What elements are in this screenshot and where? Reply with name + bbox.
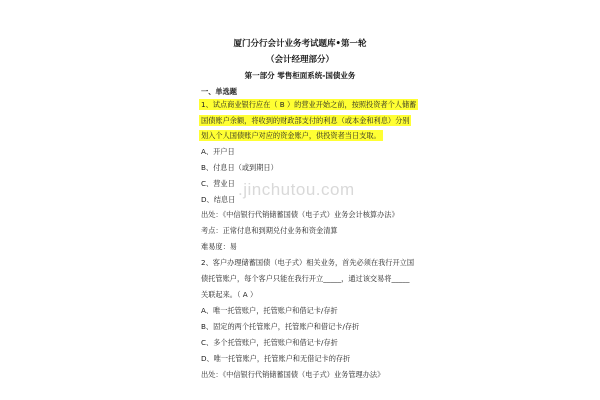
document-title: 厦门分行会计业务考试题库•第一轮 — [233, 39, 367, 49]
section-heading: 一、单选题 — [201, 87, 237, 96]
question-2-stem-line-2: 债托管账户，每个客户只能在我行开立_____，通过该交易将_____ — [201, 274, 410, 283]
highlighted-text: 1、试点商业银行应在（ B ）的营业开始之前，按照投资者个人储蓄 — [201, 100, 417, 109]
highlighted-text: 划入个人国债账户对应的资金账户，供投资者当日支取。 — [201, 131, 381, 140]
watermark: .jinchutou.com — [238, 180, 355, 199]
question-1-difficulty: 难易度：易 — [201, 242, 237, 251]
question-2-option-d: D、唯一托管账户，托管账户和无借记卡的存折 — [201, 354, 351, 363]
question-1-stem-line-3 — [201, 131, 383, 141]
highlighted-text: 国债账户余额，将收到的财政部支付的利息（或本金和利息）分别 — [201, 116, 410, 125]
question-1-source: 出处：《中信银行代销储蓄国债（电子式）业务会计核算办法》 — [201, 210, 399, 219]
question-1-option-b: B、付息日（或到期日） — [201, 163, 278, 172]
question-2-option-a: A、唯一托管账户，托管账户和借记卡/存折 — [201, 306, 338, 315]
question-2-source: 出处：《中信银行代销储蓄国债（电子式）业务管理办法》 — [201, 370, 385, 379]
question-2-option-c: C、多个托管账户，托管账户和借记卡/存折 — [201, 338, 338, 347]
document-subtitle: （会计经理部分） — [265, 55, 334, 65]
question-2-stem-line-1: 2、客户办理储蓄国债（电子式）相关业务，首先必须在我行开立国 — [201, 258, 415, 267]
question-1-point: 考点：正常付息和到期兑付业务和资金清算 — [201, 226, 338, 235]
question-1-option-a: A、开户日 — [201, 147, 235, 156]
question-2-stem-line-3: 关联起来。（ A ） — [201, 290, 258, 299]
question-1-stem-line-2 — [201, 116, 411, 126]
part-heading: 第一部分 零售柜面系统-国债业务 — [244, 71, 356, 80]
question-1-option-d: D、结息日 — [201, 195, 236, 204]
question-1-option-c: C、营业日 — [201, 179, 235, 188]
question-2-option-b: B、固定的两个托管账户，托管账户和借记卡/存折 — [201, 322, 360, 331]
question-1-stem-line-1 — [201, 100, 418, 110]
